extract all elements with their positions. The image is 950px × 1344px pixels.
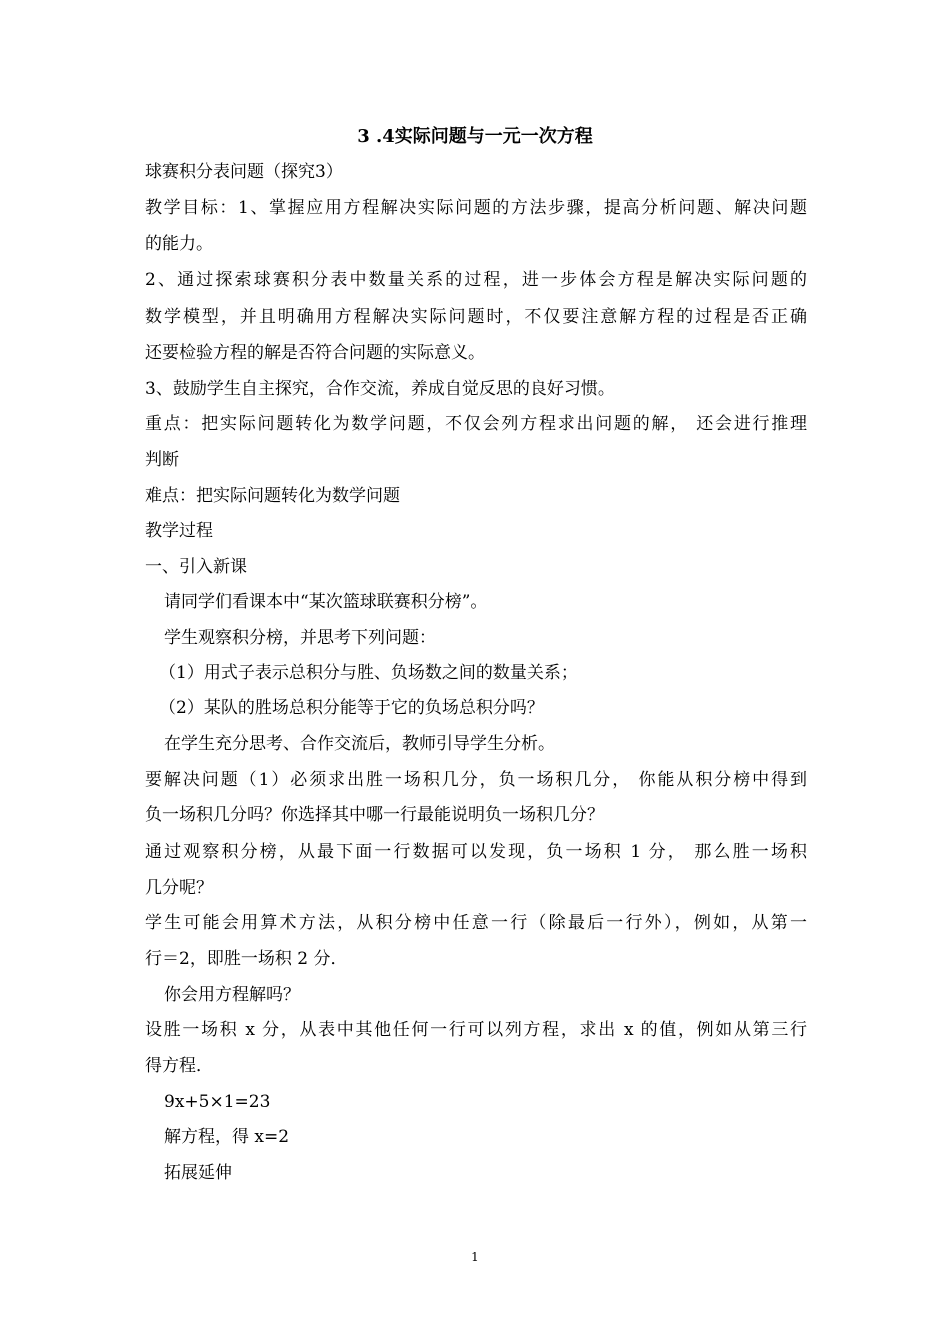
text-line: 设胜一场积 x 分，从表中其他任何一行可以列方程，求出 x 的值，例如从第三行 <box>145 1020 807 1040</box>
text-line: 难点：把实际问题转化为数学问题 <box>145 486 400 506</box>
equation-line: 9x+5×1=23 <box>164 1092 271 1112</box>
text-line: 几分呢？ <box>145 878 213 898</box>
text-line: 数学模型，并且明确用方程解决实际问题时，不仅要注意解方程的过程是否正确 <box>145 307 807 327</box>
text-line: 行＝2，即胜一场积 2 分． <box>145 949 348 969</box>
text-line: 教学过程 <box>145 521 213 541</box>
text-line: 一、引入新课 <box>145 557 247 577</box>
text-line: 判断 <box>145 450 179 470</box>
page-number: 1 <box>471 1250 479 1264</box>
text-line: （1）用式子表示总积分与胜、负场数之间的数量关系； <box>159 663 578 683</box>
text-line: 的能力。 <box>145 234 213 254</box>
text-line: 球赛积分表问题（探究3） <box>145 162 343 182</box>
text-line: 3、鼓励学生自主探究，合作交流，养成自觉反思的良好习惯。 <box>145 379 615 399</box>
text-line: 通过观察积分榜，从最下面一行数据可以发现，负一场积 1 分， 那么胜一场积 <box>145 842 807 862</box>
text-line: 你会用方程解吗？ <box>164 985 300 1005</box>
text-line: 重点：把实际问题转化为数学问题，不仅会列方程求出问题的解， 还会进行推理 <box>145 414 807 434</box>
text-line: 教学目标：1、掌握应用方程解决实际问题的方法步骤，提高分析问题、解决问题 <box>145 198 807 218</box>
text-line: （2）某队的胜场总积分能等于它的负场总积分吗？ <box>159 698 544 718</box>
text-line: 得方程． <box>145 1056 213 1076</box>
text-line: 拓展延伸 <box>164 1163 232 1183</box>
text-line: 还要检验方程的解是否符合问题的实际意义。 <box>145 343 485 363</box>
text-line: 在学生充分思考、合作交流后，教师引导学生分析。 <box>164 734 555 754</box>
text-line: 负一场积几分吗？你选择其中哪一行最能说明负一场积几分？ <box>145 805 604 825</box>
document-title: 3 .4实际问题与一元一次方程 <box>357 126 593 147</box>
text-line: 解方程，得 x=2 <box>164 1127 290 1147</box>
text-line: 2、通过探索球赛积分表中数量关系的过程，进一步体会方程是解决实际问题的 <box>145 270 807 290</box>
text-line: 请同学们看课本中“某次篮球联赛积分榜”。 <box>164 592 488 612</box>
text-line: 学生可能会用算术方法，从积分榜中任意一行（除最后一行外），例如，从第一 <box>145 913 807 933</box>
text-line: 学生观察积分榜，并思考下列问题： <box>164 628 436 648</box>
text-line: 要解决问题（1）必须求出胜一场积几分，负一场积几分， 你能从积分榜中得到 <box>145 770 807 790</box>
